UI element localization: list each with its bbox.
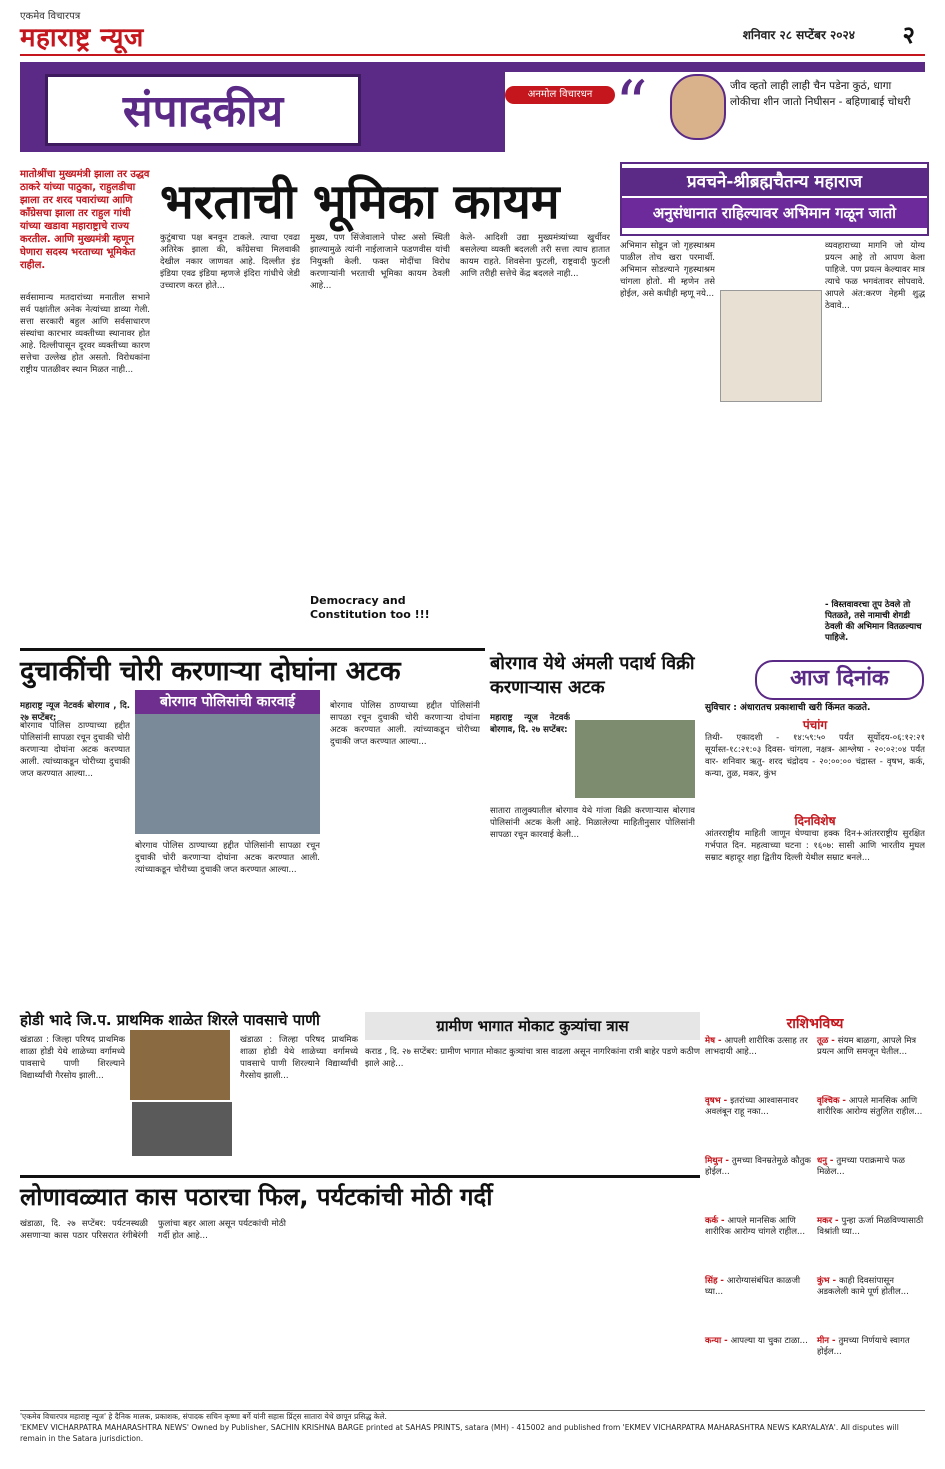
school-photo bbox=[132, 1102, 232, 1156]
pravachan-col-1: अभिमान सोडून जो गृहस्थाश्रम पाळील तोच खरा परमार्थी. अभिमान सोडल्याने गृहस्थाश्रम चांगला होतो. मी म्हणेन तसे होईल, असे कधीही म्हणू नये... bbox=[620, 241, 715, 299]
suvichar: सुविचार : अंधारातच प्रकाशाची खरी किंमत कळते. bbox=[705, 703, 871, 713]
hodi-headline: होडी भादे जि.प. प्राथमिक शाळेत शिरले पावसाचे पाणी bbox=[20, 1011, 320, 1029]
footer-line-2: 'EKMEV VICHARPATRA MAHARASHTRA NEWS' Owned by Publisher, SACHIN KRISHNA BARGE printed at SAHAS PRINTS, satara (MH) - 415002 and published from 'EKMEV VICHARPATRA MAHARASHTRA NEWS KARYALAYA'. All disputes will remain in the Satara jurisdiction. bbox=[20, 1423, 899, 1443]
editorial-title-box bbox=[45, 74, 361, 146]
rashi-item bbox=[817, 1036, 925, 1058]
rashi-text: आपले मानसिक आणि शारीरिक आरोग्य चांगले राहील... bbox=[705, 1216, 806, 1237]
rashi-item bbox=[817, 1336, 925, 1358]
dateline: शनिवार २८ सप्टेंबर २०२४ bbox=[742, 28, 855, 42]
rashi-name: कुंभ - bbox=[817, 1276, 839, 1286]
panchang-text: तिथी- एकादशी - १४:५९:५० पर्यंत सूर्योदय-०६:१२:२१ सूर्यास्त-१८:२१:०३ दिवस- चांगला, नक्षत्र- आश्लेषा - २०:०२:०४ पर्यंत वार- शनिवार ऋतु- शरद चंद्रोदय - २०:००:०० चंद्रास्त - वृषभ, कर्क, कन्या, तुळ, मकर, कुंभ bbox=[705, 733, 925, 779]
editorial-col-2: कुटुंबाचा पक्ष बनवून टाकले. त्याचा एवढा अतिरेक झाला की, काँग्रेसचा मिलवाकी देखील नकार जाणवत आहे. दिल्लीत इंड इंडिया एवढ इंडिया म्हणजे इंदिरा गांधीचे जेडी उच्चारण करत होते... bbox=[160, 233, 300, 291]
rashi-name: मिथुन - bbox=[705, 1156, 732, 1166]
editorial-col-4: केले- आदिशी उद्या मुख्यमंत्र्यांच्या खुर्चीवर बसलेल्या व्यक्ती बदलली तरी सत्ता त्याच हातात कायम राहते. शिवसेना फुटली, राष्ट्रवादी फुटली आणि तरीही सत्तेचे केंद्र बदलले नाही... bbox=[460, 233, 610, 279]
footer-line-1: 'एकमेव विचारपत्र महाराष्ट्र न्यूज' हे दैनिक मालक, प्रकाशक, संपादक सचिन कृष्णा बर्गे यांनी सहास प्रिंट्स सातारा येथे छापून प्रसिद्ध केले. bbox=[20, 1412, 387, 1421]
hodi-text-2: खंडाळा : जिल्हा परिषद प्राथमिक शाळा होडी येथे शाळेच्या वर्गामध्ये पावसाचे पाणी शिरल्याने विद्यार्थ्यांची गैरसोय झाली... bbox=[240, 1035, 358, 1081]
rashi-name: वृश्चिक - bbox=[817, 1096, 849, 1106]
editorial-title: संपादकीय bbox=[122, 86, 284, 137]
dinvishesh-text: आंतरराष्ट्रीय माहिती जाणून घेण्याचा हक्क दिन+आंतरराष्ट्रीय सुरक्षित गर्भपात दिन. महत्वाच्या घटना : १६०७: सासी आणि भारतीय मुघल सम्राट बहादूर शहा द्वितीय दिल्ली येथील सम्राट बनले... bbox=[705, 829, 925, 863]
arrest-photo bbox=[575, 720, 695, 798]
police-photo bbox=[135, 714, 320, 834]
rashi-item bbox=[705, 1036, 813, 1058]
gramin-headline: ग्रामीण भागात मोकाट कुत्र्यांचा त्रास bbox=[365, 1012, 700, 1040]
quote-mark-icon: “ bbox=[615, 68, 648, 142]
hodi-text: खंडाळा : जिल्हा परिषद प्राथमिक शाळा होडी येथे शाळेच्या वर्गामध्ये पावसाचे पाणी शिरल्याने विद्यार्थ्यांची गैरसोय झाली... bbox=[20, 1035, 125, 1081]
pravachan-title: प्रवचने-श्रीब्रह्मचैतन्य महाराज bbox=[622, 168, 927, 196]
rashi-item bbox=[705, 1096, 813, 1118]
lonavala-text: खंडाळा, दि. २७ सप्टेंबर: पर्यटनस्थळी असणाऱ्या कास पठार परिसरात रंगीबेरंगी फुलांचा बहर आला असून पर्यटकांची मोठी गर्दी होत आहे... bbox=[20, 1219, 286, 1241]
rashi-text: संयम बाळगा, आपले मित्र प्रयत्न आणि समजून घेतील... bbox=[817, 1036, 917, 1057]
rashi-item bbox=[817, 1156, 925, 1178]
tagline: एकमेव विचारपत्र bbox=[20, 11, 81, 22]
rashi-name: धनु - bbox=[817, 1156, 837, 1166]
pravachan-subtitle: अनुसंधानात राहिल्यावर अभिमान गळून जातो bbox=[622, 198, 927, 228]
rashi-item bbox=[705, 1336, 813, 1347]
guru-photo bbox=[720, 290, 822, 402]
editorial-headline: भरताची भूमिका कायम bbox=[160, 174, 560, 230]
author-portrait bbox=[670, 74, 726, 140]
rashi-text: आपल्या या चुका टाळा... bbox=[730, 1336, 808, 1346]
rashi-name: वृषभ - bbox=[705, 1096, 731, 1106]
rashi-name: कर्क - bbox=[705, 1216, 728, 1226]
english-line: Democracy and Constitution too !!! bbox=[310, 594, 430, 621]
bike-dateline: महाराष्ट्र न्यूज नेटवर्क बोरगाव , दि. २७ सप्टेंबर: bbox=[20, 701, 130, 723]
quote-text: जीव व्हतो लाही लाही चैन पडेना कुठं, धागा लोकीचा शीन जातो निघीसन - बहिणाबाई चोधरी bbox=[730, 80, 911, 108]
pravachan-header bbox=[620, 162, 929, 236]
rashi-text: आरोग्यासंबंधित काळजी घ्या... bbox=[705, 1276, 801, 1297]
bike-text-3: बोरगाव पोलिस ठाण्याच्या हद्दीत पोलिसांनी सापळा रचून दुचाकी चोरी करणाऱ्या दोघांना अटक करण्यात आली. त्यांच्याकडून चोरीच्या दुचाकी जप्त करण्यात आल्या... bbox=[330, 701, 480, 747]
quote-label: अनमोल विचारधन bbox=[505, 86, 615, 104]
gramin-text: कराड , दि. २७ सप्टेंबर: ग्रामीण भागात मोकाट कुत्र्यांचा त्रास वाढला असून नागरिकांना रात्री बाहेर पडणे कठीण झाले आहे... bbox=[365, 1047, 700, 1069]
rashi-item bbox=[817, 1216, 925, 1238]
rashi-text: पुन्हा ऊर्जा मिळविण्यासाठी विश्रांती घ्या... bbox=[817, 1216, 924, 1237]
bike-text-2: बोरगाव पोलिस ठाण्याच्या हद्दीत पोलिसांनी सापळा रचून दुचाकी चोरी करणाऱ्या दोघांना अटक करण्यात आली. त्यांच्याकडून चोरीच्या दुचाकी जप्त करण्यात आल्या... bbox=[135, 841, 320, 875]
editorial-banner bbox=[20, 62, 380, 152]
aaj-dinank-header: आज दिनांक bbox=[755, 660, 924, 700]
rashi-item bbox=[817, 1096, 925, 1118]
rashi-name: मीन - bbox=[817, 1336, 839, 1346]
water-photo bbox=[130, 1030, 230, 1100]
panchang-label: पंचांग bbox=[802, 718, 828, 732]
editorial-intro: मातोश्रींचा मुख्यमंत्री झाला तर उद्धव ठाकरे यांच्या पाठुका, राहुलडीचा झाला तर शरद पवारांच्या आणि काँग्रेसचा झाला तर राहुल गांधी यांच्या खडावा महाराष्ट्राचे राज्य करतील. आणि मुख्यमंत्री म्हणून घेणारा सदस्य भरताच्या भूमिकेत राहील. bbox=[20, 168, 150, 288]
rashi-name: कन्या - bbox=[705, 1336, 731, 1346]
rashi-text: इतरांच्या आश्वासनावर अवलंबून राहू नका... bbox=[705, 1096, 799, 1117]
rashi-item bbox=[705, 1216, 813, 1238]
rashi-text: तुमच्या निर्णयाचे स्वागत होईल... bbox=[817, 1336, 910, 1357]
rashi-label: राशिभविष्य bbox=[786, 1016, 844, 1032]
pravachan-end: - विस्तवावरचा तूप ठेवले तो पितळते, तसे नामाची शेगडी ठेवली की अभिमान वितळल्याच पाहिजे. bbox=[825, 600, 922, 643]
rashi-text: तुमच्या पराक्रमाचे फळ मिळेल... bbox=[817, 1156, 905, 1177]
rashi-item bbox=[705, 1276, 813, 1298]
rashi-text: आपली शारीरिक उत्साह तर लाभदायी आहे... bbox=[705, 1036, 808, 1057]
masthead bbox=[20, 6, 925, 56]
page-number: २ bbox=[902, 21, 915, 49]
rashi-name: मेष - bbox=[705, 1036, 725, 1046]
pravachan-col-2: व्यवहाराच्या मागनि जो योग्य प्रयत्न आहे तो आपण केला पाहिजे. पण प्रयत्न केल्यावर मात्र त्याचे फळ भगवंतावर सोपवावे. आपले अंत:करण नेहमी शुद्ध ठेवावे... bbox=[825, 241, 925, 311]
bike-text-1: बोरगाव पोलिस ठाण्याच्या हद्दीत पोलिसांनी सापळा रचून दुचाकी चोरी करणाऱ्या दोघांना अटक करण्यात आली. त्यांच्याकडून चोरीच्या दुचाकी जप्त करण्यात आल्या... bbox=[20, 721, 130, 779]
rashi-name: तूळ - bbox=[817, 1036, 838, 1046]
brand-logo: महाराष्ट्र न्यूज bbox=[20, 23, 144, 53]
editorial-col-1: सर्वसामान्य मतदारांच्या मनातील सभाने सर्व पक्षांतील अनेक नेत्यांच्या डाव्या गेली. सत्ता सरकारी बहुल आणि सर्वसाधारण संस्थांचा कारभार व्यक्तीच्या स्थानावर होत आहे. दिल्लीपासून दूरवर व्यक्तीच्या कारण सत्तेचा उल्लेख होत असतो. विरोधकांना राष्ट्रीय पातळीवर स्थान मिळत नाही... bbox=[20, 293, 150, 375]
footer-imprint bbox=[20, 1410, 925, 1467]
lonavala-headline: लोणावळ्यात कास पठारचा फिल, पर्यटकांची मोठी गर्दी bbox=[20, 1175, 700, 1216]
rashi-text: तुमच्या विनम्रतेमुळे कौतुक होईल... bbox=[705, 1156, 811, 1177]
bike-theft-headline: दुचाकींची चोरी करणाऱ्या दोघांना अटक bbox=[20, 648, 485, 691]
borgaon-headline: बोरगाव येथे अंमली पदार्थ विक्री करणाऱ्यास अटक bbox=[490, 653, 695, 698]
borgaon-dateline: महाराष्ट्र न्यूज नेटवर्क बोरगाव, दि. २७ सप्टेंबर: bbox=[490, 713, 570, 735]
rashi-item bbox=[705, 1156, 813, 1178]
rashi-text: काही दिवसांपासून अडकलेली कामे पूर्ण होतील... bbox=[817, 1276, 909, 1297]
police-action-label: बोरगाव पोलिसांची कारवाई bbox=[135, 690, 320, 714]
editorial-col-3: मुख्य, पण सिंजेवालाने पोस्ट असो स्थिती झाल्यामुळे त्यांनी नाईलाजाने फडणवीस यांची नियुक्ती केली. फक्त मोदींचा विरोध करणाऱ्यांनी भरताची भूमिका कायम ठेवली आहे... bbox=[310, 233, 450, 291]
borgaon-text: सातारा तालुक्यातील बोरगाव येथे गांजा विक्री करणाऱ्यास बोरगाव पोलिसांनी अटक केली आहे. मिळालेल्या माहितीनुसार पोलिसांनी सापळा रचून कारवाई केली... bbox=[490, 806, 695, 840]
rashi-name: मकर - bbox=[817, 1216, 842, 1226]
rashi-item bbox=[817, 1276, 925, 1298]
rashi-name: सिंह - bbox=[705, 1276, 727, 1286]
rashi-text: आपले मानसिक आणि शारीरिक आरोग्य संतुलित राहील... bbox=[817, 1096, 923, 1117]
dinvishesh-label: दिनविशेष bbox=[794, 814, 836, 828]
